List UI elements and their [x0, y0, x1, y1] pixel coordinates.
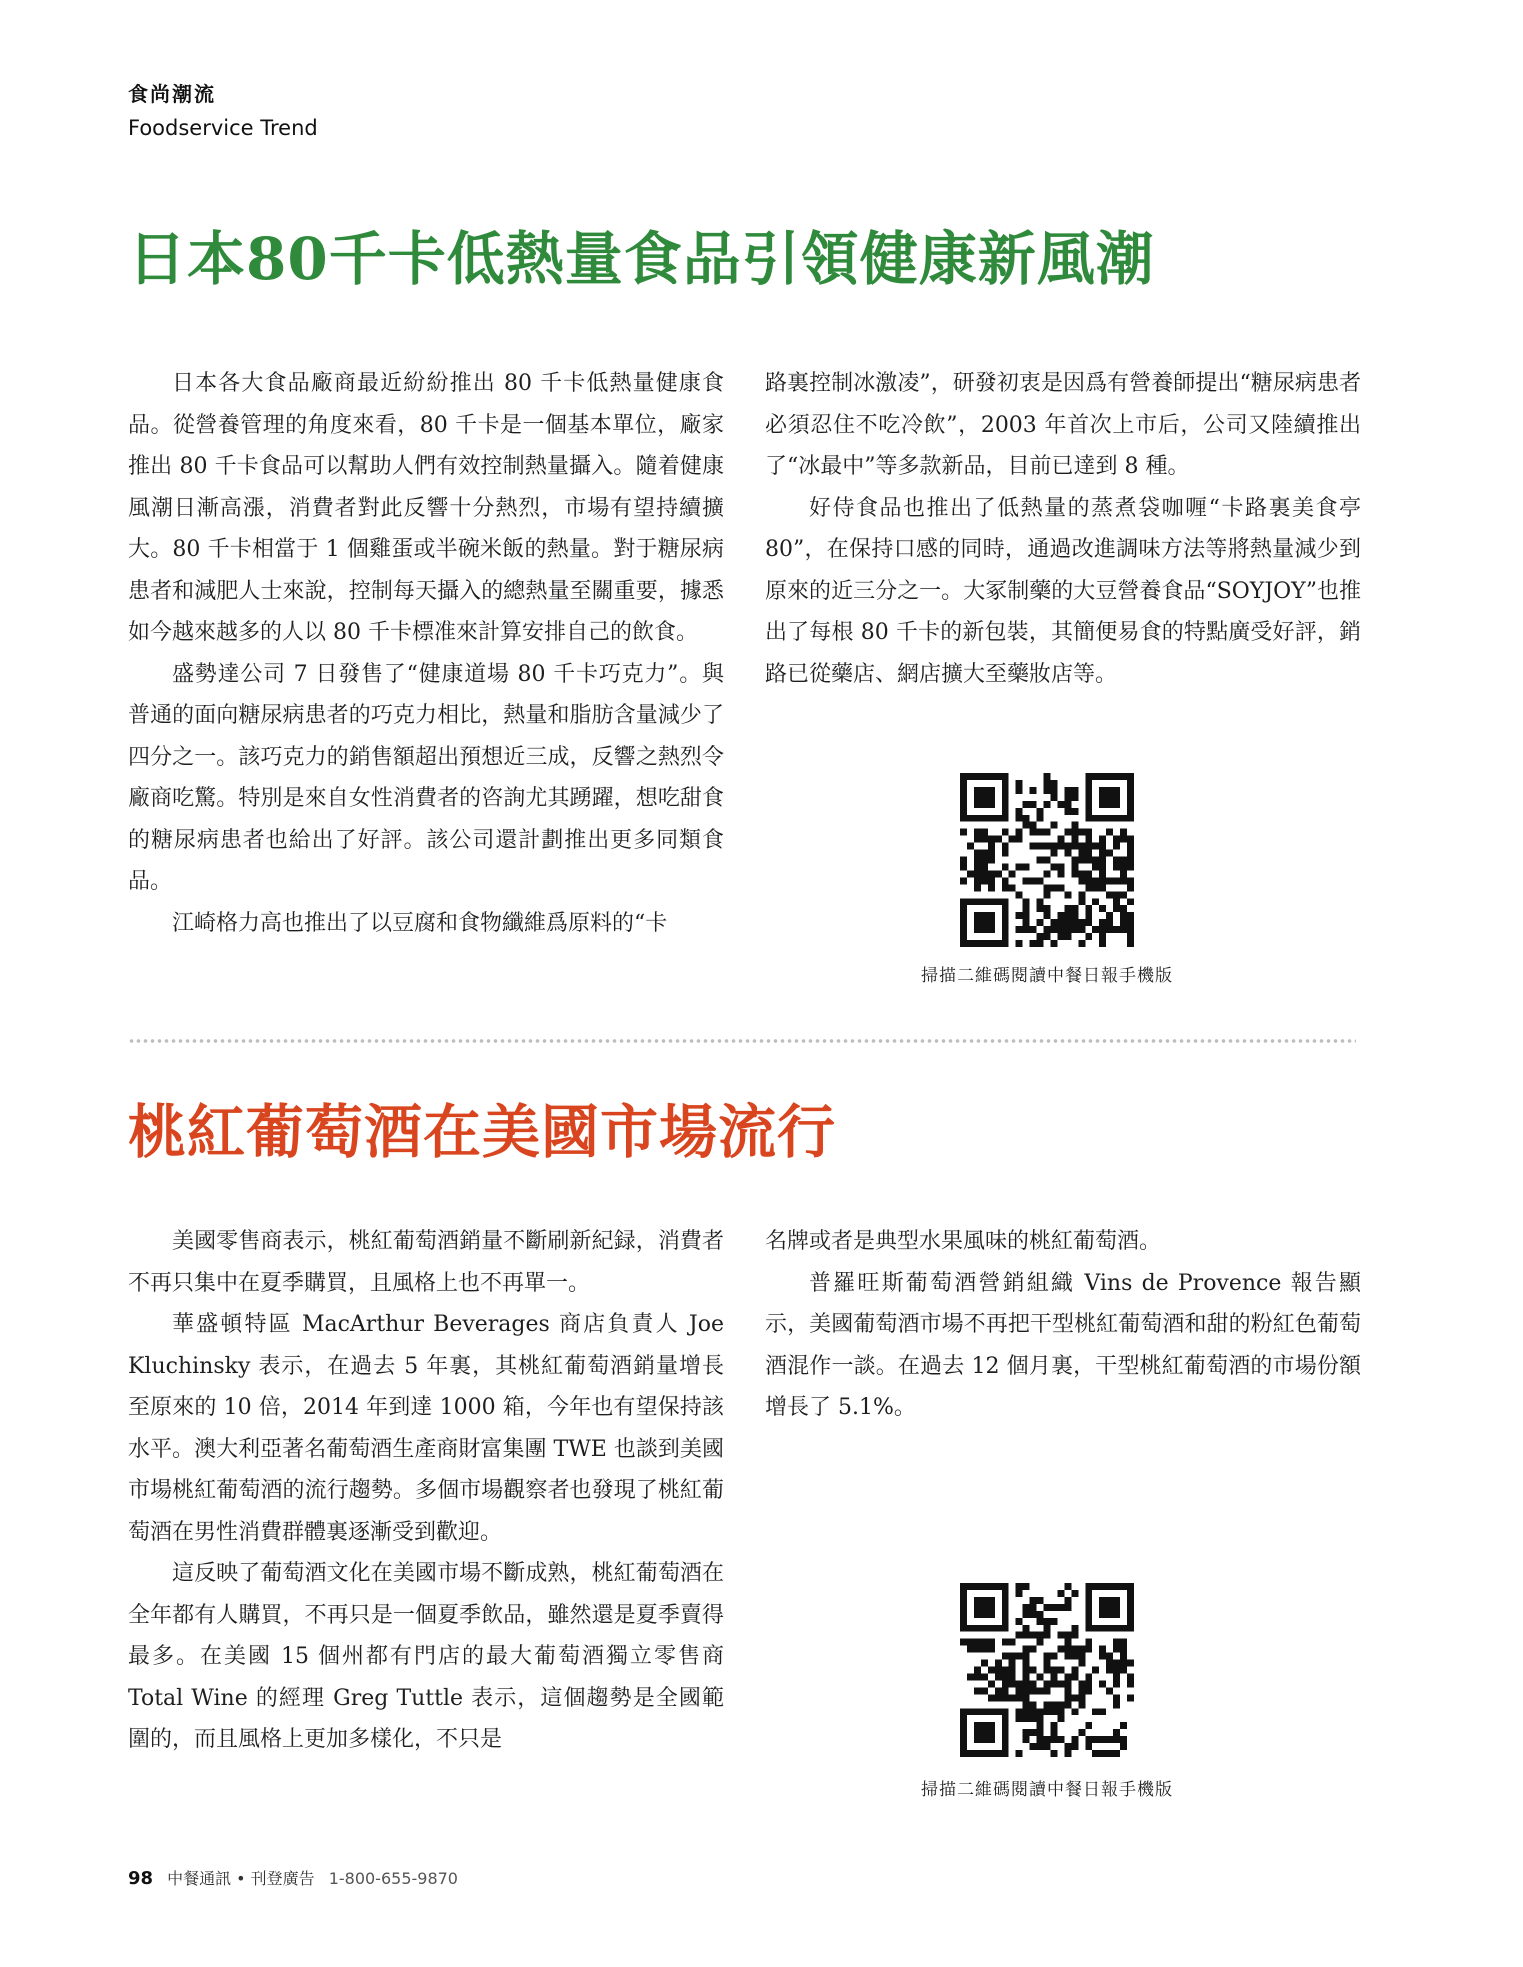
article-1-paragraph-2: 盛勢達公司 7 日發售了“健康道場 80 千卡巧克力”。與普通的面向糖尿病患者的巧克力相比，熱量和脂肪含量減少了四分之一。該巧克力的銷售額超出預想近三成，反響之熱烈令廠商吃驚。特別是來自女性消費者的咨詢尤其踴躍，想吃甜食的糖尿病患者也給出了好評。該公司還計劃推出更多同類食品。	[128, 661, 724, 894]
article-1-paragraph-1: 日本各大食品廠商最近紛紛推出 80 千卡低熱量健康食品。從營養管理的角度來看，80 千卡是一個基本單位，廠家推出 80 千卡食品可以幫助人們有效控制熱量攝入。隨着健康風潮日漸高漲，消費者對此反響十分熱烈，市場有望持續擴大。80 千卡相當于 1 個雞蛋或半碗米飯的熱量。對于糖尿病患者和減肥人士來說，控制每天攝入的總熱量至關重要，據悉如今越來越多的人以 80 千卡標准來計算安排自己的飲食。	[128, 371, 724, 645]
section-title-en: Foodservice Trend	[128, 116, 318, 140]
article-1-column-1	[128, 363, 724, 944]
article-2-paragraph-3: 這反映了葡萄酒文化在美國市場不斷成熟，桃紅葡萄酒在全年都有人購買，不再只是一個夏季飲品，雖然還是夏季賣得最多。在美國 15 個州都有門店的最大葡萄酒獨立零售商 Total Wine 的經理 Greg Tuttle 表示，這個趨勢是全國範圍的，而且風格上更加多樣化，不只是	[128, 1561, 724, 1752]
article-1-paragraph-3-continued: 路裏控制冰激凌”，研發初衷是因爲有營養師提出“糖尿病患者必須忍住不吃冷飲”，2003 年首次上市后，公司又陸續推出了“冰最中”等多款新品，目前已達到 8 種。	[765, 371, 1361, 479]
qr-caption: 掃描二維碼閱讀中餐日報手機版	[921, 966, 1173, 986]
page-number: 98	[128, 1868, 154, 1889]
article-2-title: 桃紅葡萄酒在美國市場流行	[128, 1098, 837, 1166]
article-2-column-1	[128, 1221, 724, 1761]
page-footer	[128, 1866, 458, 1889]
qr-code-icon	[960, 1583, 1134, 1757]
article-2-paragraph-1: 美國零售商表示，桃紅葡萄酒銷量不斷刷新紀録，消費者不再只集中在夏季購買，且風格上也不再單一。	[128, 1229, 724, 1296]
article-1-column-2	[765, 363, 1361, 695]
publication-name: 中餐通訊 • 刊登廣告	[167, 1869, 315, 1888]
article-1-title: 日本80千卡低熱量食品引領健康新風潮	[128, 225, 1155, 293]
qr-caption: 掃描二維碼閱讀中餐日報手機版	[921, 1780, 1173, 1800]
article-1-paragraph-3: 江崎格力高也推出了以豆腐和食物纖維爲原料的“卡	[172, 910, 668, 936]
article-2-paragraph-4: 普羅旺斯葡萄酒營銷組織 Vins de Provence 報告顯示，美國葡萄酒市場不再把干型桃紅葡萄酒和甜的粉紅色葡萄酒混作一談。在過去 12 個月裏，干型桃紅葡萄酒的市場份額增長了 5.1%。	[765, 1270, 1361, 1420]
article-2-column-2	[765, 1221, 1361, 1429]
article-2-paragraph-2: 華盛頓特區 MacArthur Beverages 商店負責人 Joe Kluchinsky 表示，在過去 5 年裏，其桃紅葡萄酒銷量增長至原來的 10 倍，2014 年到達 1000 箱，今年也有望保持該水平。澳大利亞著名葡萄酒生產商財富集團 TWE 也談到美國市場桃紅葡萄酒的流行趨勢。多個市場觀察者也發現了桃紅葡萄酒在男性消費群體裏逐漸受到歡迎。	[128, 1312, 724, 1545]
section-title-cn: 食尚潮流	[128, 82, 216, 106]
article-2-paragraph-3-continued: 名牌或者是典型水果風味的桃紅葡萄酒。	[765, 1229, 1162, 1254]
qr-code-icon	[960, 773, 1134, 947]
phone-number: 1-800-655-9870	[328, 1869, 458, 1888]
article-1-paragraph-4: 好侍食品也推出了低熱量的蒸煮袋咖喱“卡路裏美食亭 80”，在保持口感的同時，通過改進調味方法等將熱量減少到原來的近三分之一。大冢制藥的大豆營養食品“SOYJOY”也推出了每根 80 千卡的新包裝，其簡便易食的特點廣受好評，銷路已從藥店、網店擴大至藥妝店等。	[765, 495, 1361, 687]
section-divider	[128, 1036, 1356, 1046]
